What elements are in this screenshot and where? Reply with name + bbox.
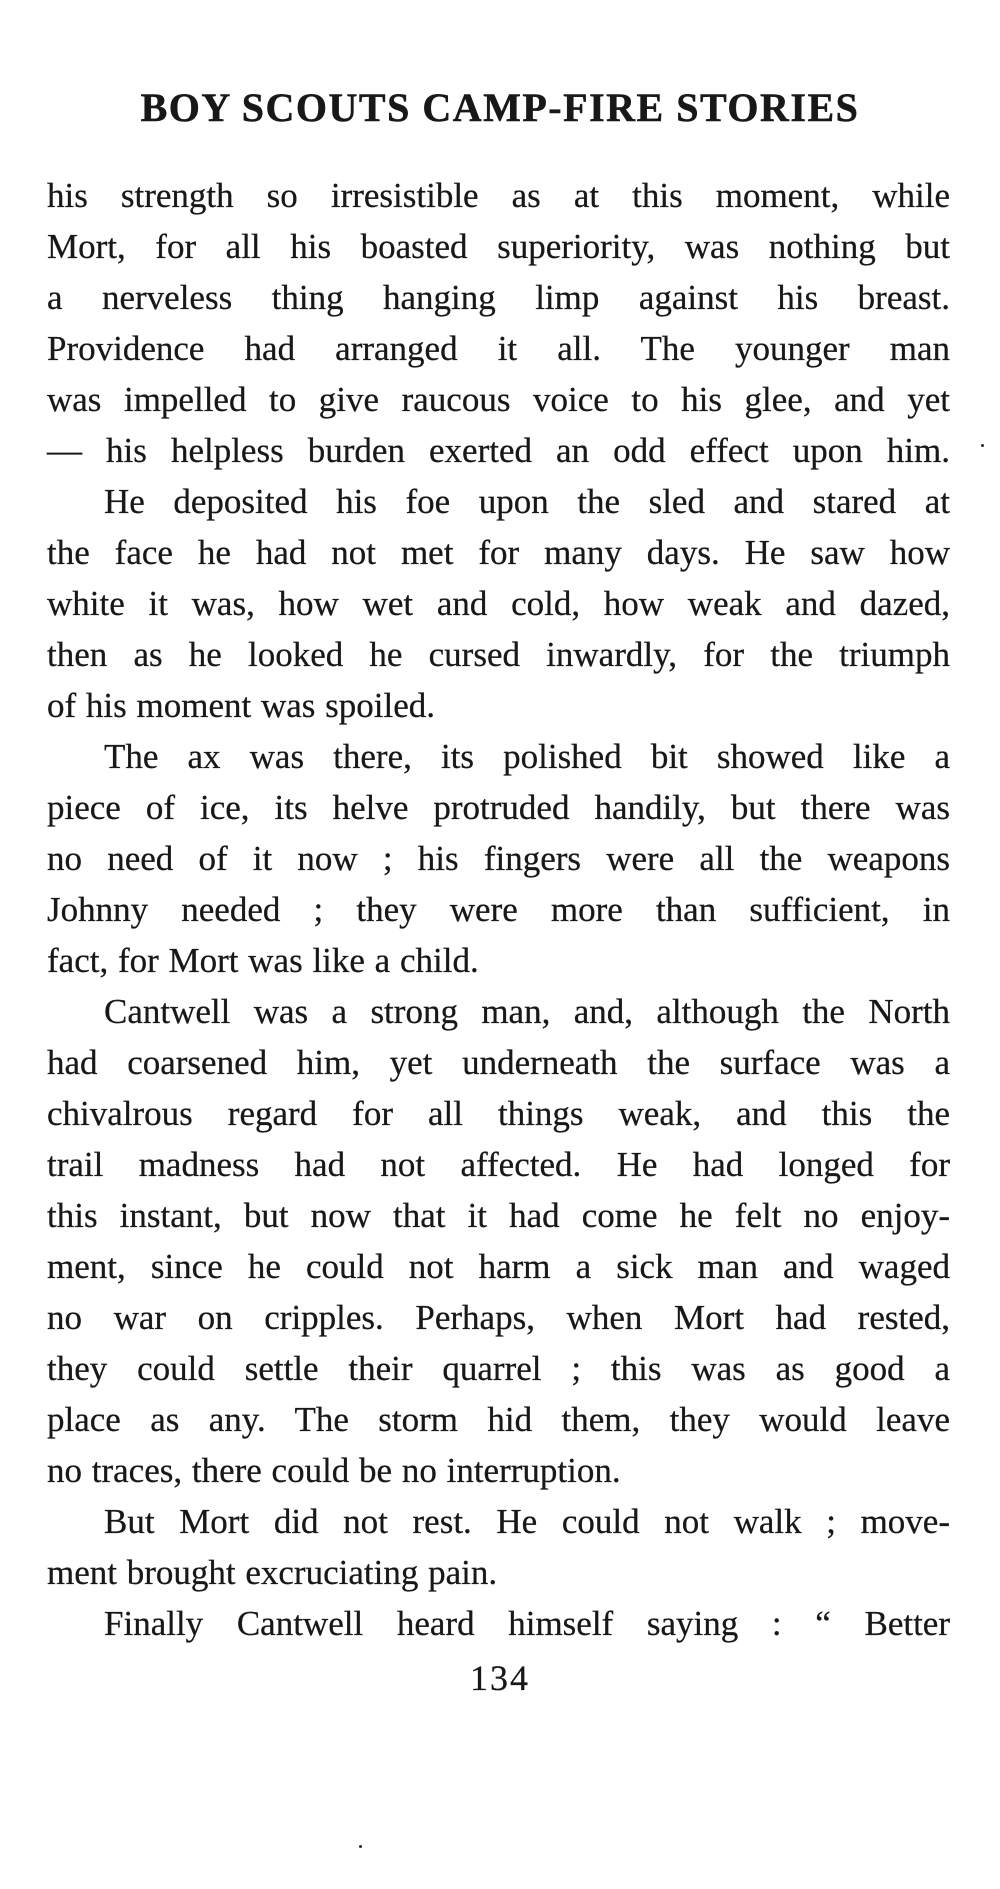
ink-speck	[359, 1845, 362, 1848]
text-line: Johnny needed ; they were more than sufficient, in	[47, 890, 950, 929]
text-line: ment brought excruciating pain.	[47, 1553, 498, 1592]
text-line: He deposited his foe upon the sled and stared at	[104, 482, 950, 521]
text-line: Cantwell was a strong man, and, although the North	[104, 992, 950, 1031]
page-header-title: BOY SCOUTS CAMP-FIRE STORIES	[140, 85, 860, 130]
text-line: the face he had not met for many days. He saw how	[47, 533, 950, 572]
text-line: no traces, there could be no interruption.	[47, 1451, 621, 1490]
page-number: 134	[470, 1658, 530, 1698]
text-line: piece of ice, its helve protruded handily, but there was	[47, 788, 950, 827]
body-text	[47, 170, 950, 1649]
ink-speck	[981, 444, 984, 447]
text-line: a nerveless thing hanging limp against his breast.	[47, 278, 950, 317]
text-line: of his moment was spoiled.	[47, 686, 435, 725]
text-line: Finally Cantwell heard himself saying : “ Better	[104, 1604, 950, 1643]
text-line: But Mort did not rest. He could not walk ; move-	[104, 1502, 950, 1541]
text-line: his strength so irresistible as at this moment, while	[47, 176, 950, 215]
text-line: The ax was there, its polished bit showed like a	[104, 737, 950, 776]
text-line: place as any. The storm hid them, they would leave	[47, 1400, 950, 1439]
text-line: they could settle their quarrel ; this was as good a	[47, 1349, 950, 1388]
text-line: had coarsened him, yet underneath the surface was a	[47, 1043, 950, 1082]
text-line: chivalrous regard for all things weak, and this the	[47, 1094, 950, 1133]
text-line: white it was, how wet and cold, how weak and dazed,	[47, 584, 950, 623]
text-line: then as he looked he cursed inwardly, for the triumph	[47, 635, 950, 674]
text-line: Providence had arranged it all. The younger man	[47, 329, 950, 368]
text-line: — his helpless burden exerted an odd effect upon him.	[47, 431, 950, 470]
text-line: ment, since he could not harm a sick man and waged	[47, 1247, 950, 1286]
text-line: Mort, for all his boasted superiority, was nothing but	[47, 227, 950, 266]
text-line: no need of it now ; his fingers were all the weapons	[47, 839, 950, 878]
text-line: fact, for Mort was like a child.	[47, 941, 479, 980]
text-line: no war on cripples. Perhaps, when Mort had rested,	[47, 1298, 950, 1337]
text-line: was impelled to give raucous voice to his glee, and yet	[47, 380, 950, 419]
text-line: trail madness had not affected. He had longed for	[47, 1145, 950, 1184]
text-line: this instant, but now that it had come he felt no enjoy-	[47, 1196, 950, 1235]
